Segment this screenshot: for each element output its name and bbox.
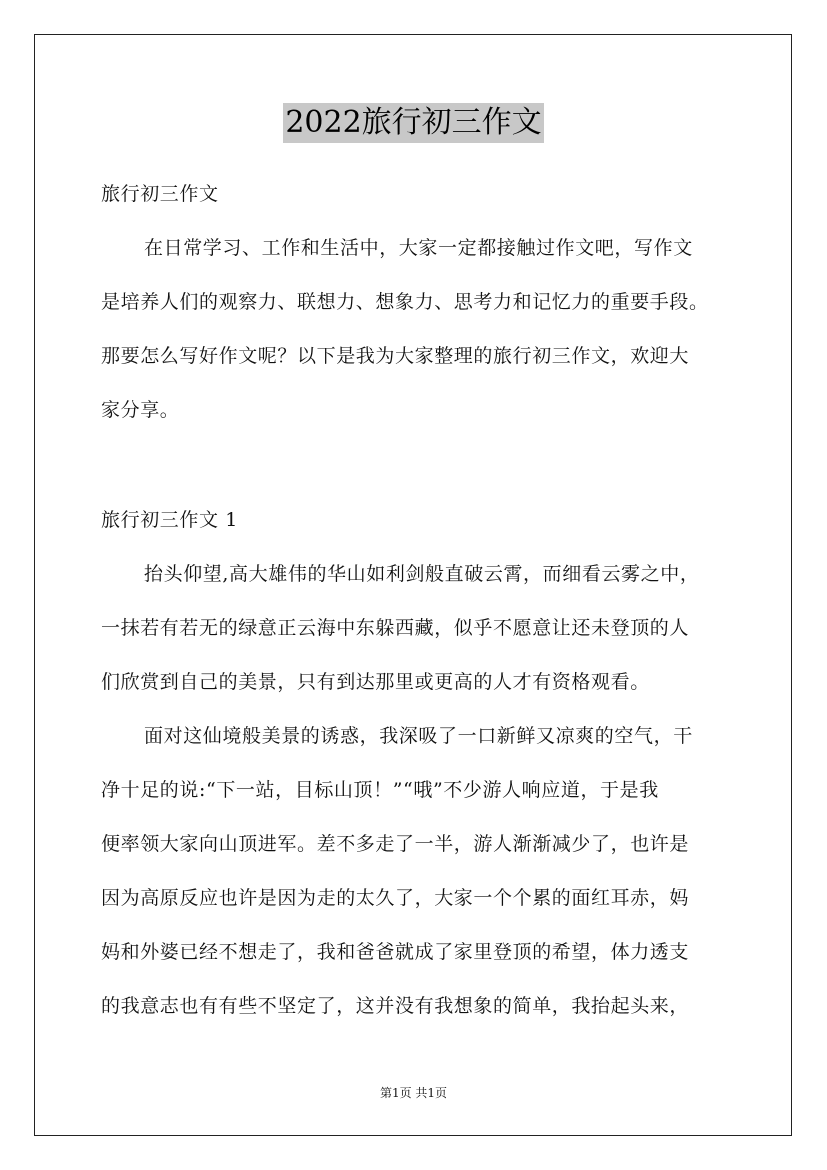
paragraph-line: 们欣赏到自己的美景，只有到达那里或更高的人才有资格观看。 (101, 671, 650, 693)
paragraph-line: 抬头仰望,高大雄伟的华山如利剑般直破云霄，而细看云雾之中， (144, 563, 700, 585)
intro-line: 在日常学习、工作和生活中，大家一定都接触过作文吧，写作文 (144, 237, 693, 259)
paragraph-line: 妈和外婆已经不想走了，我和爸爸就成了家里登顶的希望，体力透支 (101, 941, 690, 963)
section-heading: 旅行初三作文 1 (101, 509, 238, 531)
intro-line: 那要怎么写好作文呢？以下是我为大家整理的旅行初三作文，欢迎大 (101, 345, 690, 367)
document-title: 2022旅行初三作文 (283, 103, 543, 143)
intro-line: 是培养人们的观察力、联想力、想象力、思考力和记忆力的重要手段。 (101, 291, 709, 313)
paragraph-line: 的我意志也有有些不坚定了，这并没有我想象的简单，我抬起头来， (101, 995, 690, 1017)
paragraph-line: 因为高原反应也许是因为走的太久了，大家一个个累的面红耳赤，妈 (101, 887, 690, 909)
paragraph-line: 面对这仙境般美景的诱惑，我深吸了一口新鲜又凉爽的空气，干 (144, 725, 693, 747)
paragraph-line: 便率领大家向山顶进军。差不多走了一半，游人渐渐减少了，也许是 (101, 833, 690, 855)
paragraph-line: 净十足的说:“下一站，目标山顶！”“哦”不少游人响应道，于是我 (101, 779, 659, 801)
paragraph-line: 一抹若有若无的绿意正云海中东躲西藏，似乎不愿意让还未登顶的人 (101, 617, 690, 639)
intro-line: 家分享。 (101, 399, 180, 421)
page-footer: 第1页 共1页 (379, 1086, 448, 1100)
title-container (0, 103, 827, 143)
subtitle: 旅行初三作文 (101, 183, 219, 205)
